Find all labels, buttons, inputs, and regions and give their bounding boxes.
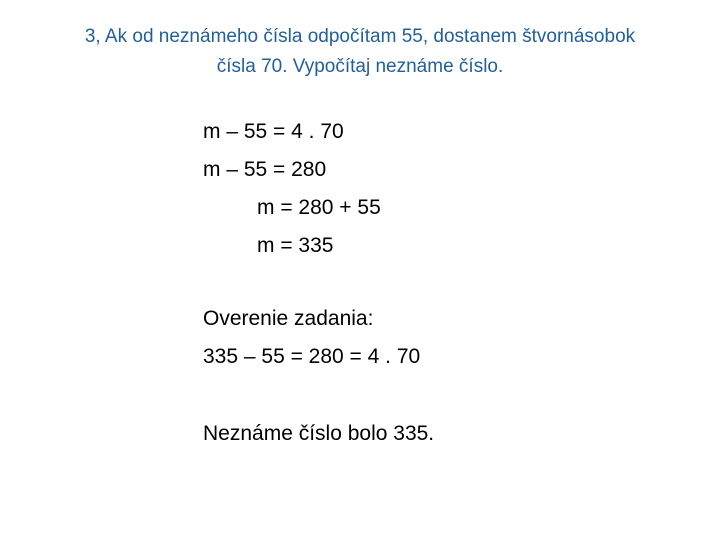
problem-statement bbox=[0, 22, 720, 82]
problem-line-2: čísla 70. Vypočítaj neznáme číslo. bbox=[216, 56, 504, 77]
problem-line-1: 3, Ak od neznámeho čísla odpočítam 55, dostanem štvornásobok bbox=[84, 26, 636, 47]
solution-step-2: m – 55 = 280 bbox=[203, 158, 327, 181]
solution-step-3: m = 280 + 55 bbox=[257, 196, 381, 219]
solution-step-4: m = 335 bbox=[257, 234, 334, 257]
verification-heading: Overenie zadania: bbox=[203, 307, 374, 330]
answer-sentence: Neznáme číslo bolo 335. bbox=[203, 422, 435, 445]
verification-equation: 335 – 55 = 280 = 4 . 70 bbox=[203, 345, 421, 368]
solution-step-1: m – 55 = 4 . 70 bbox=[203, 120, 344, 143]
